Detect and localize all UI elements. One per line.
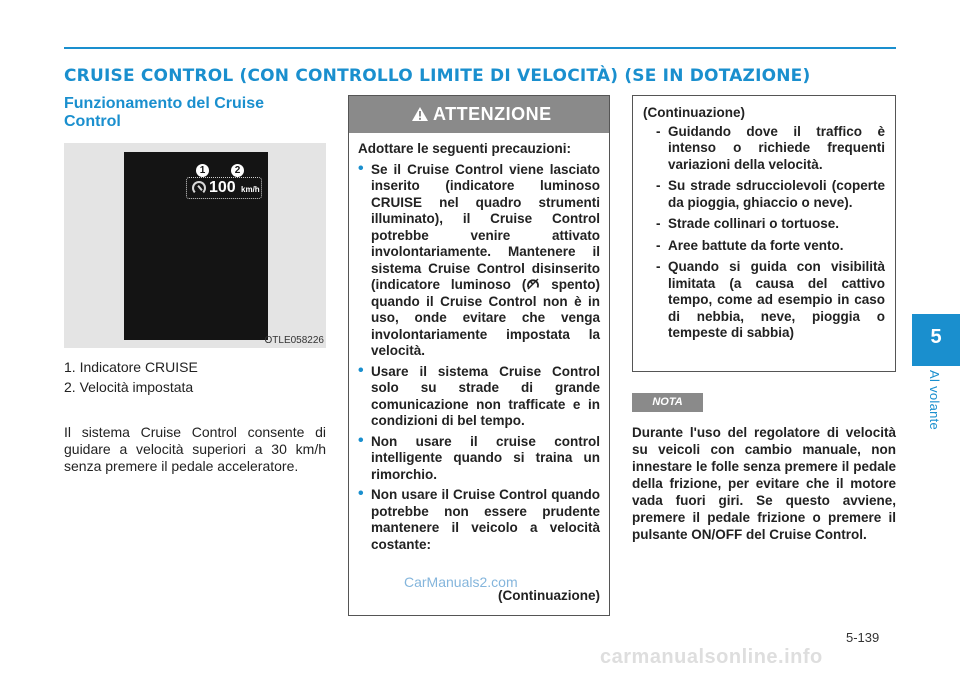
watermark: CarManuals2.com	[404, 574, 518, 590]
marker-1: 1	[196, 164, 209, 177]
figure-legend	[64, 357, 326, 397]
continuation-item-text: Quando si guida con visibilità limitata (a causa del cattivo tempo, come ad esempio in caso di nebbia, neve, pioggia o tempeste di sabbia)	[668, 259, 885, 340]
legend-item: 1. Indicatore CRUISE	[64, 359, 198, 375]
continuation-box	[632, 95, 896, 372]
nota-text: Durante l'uso del regolatore di velocità su veicoli con cambio manuale, non innestare le folle senza premere il pedale della frizione, per evitare che il motore vada fuori giri. Se questo avviene, premere il pedale frizione o premere il pulsante ON/OFF del Cruise Control.	[632, 425, 896, 542]
warning-item-text: Non usare il Cruise Control quando potrebbe non essere prudente mantenere il veicolo a velocità costante:	[371, 487, 600, 552]
page-number: 5-139	[846, 630, 880, 645]
bullet-icon: •	[358, 159, 364, 177]
warning-item-text: Se il Cruise Control viene lasciato inserito (indicatore luminoso CRUISE nel quadro strumenti illuminato), il Cruise Control potrebbe venire attivato involontariamente. Mantenere il sistema Cruise Control disinserito (indicatore luminoso (	[371, 161, 600, 292]
set-speed-unit: km/h	[241, 185, 260, 194]
warning-item-text: spento) quando il Cruise Control non è in uso, onde evitare che venga involontariamente impostata la velocità.	[371, 277, 600, 358]
marker-2: 2	[231, 164, 244, 177]
warning-item	[358, 431, 600, 484]
set-speed-value: 100	[209, 179, 236, 196]
warning-body	[349, 133, 609, 553]
section-heading: Funzionamento del Cruise Control	[64, 95, 265, 130]
continuation-item-text: Aree battute da forte vento.	[668, 237, 844, 253]
warning-intro: Adottare le seguenti precauzioni:	[358, 141, 572, 156]
warning-box	[348, 95, 610, 616]
warning-item-text: Usare il sistema Cruise Control solo su strade di grande comunicazione non trafficate e in condizioni di bel tempo.	[371, 363, 600, 428]
chapter-tab	[912, 314, 960, 366]
set-speed-display	[186, 177, 262, 199]
bullet-icon: •	[358, 361, 364, 379]
top-rule	[64, 47, 896, 49]
bullet-icon: •	[358, 431, 364, 449]
cruise-indicator-icon	[526, 277, 540, 291]
legend-item: 2. Velocità impostata	[64, 379, 194, 395]
continuation-item: - Quando si guida con visibilità limitata (a causa del cattivo tempo, come ad esempio in caso di nebbia, neve, pioggia o tempeste di sabbia)	[656, 259, 885, 340]
continuation-list	[643, 124, 885, 342]
cluster-screen	[124, 152, 268, 340]
figure-code: OTLE058226	[264, 335, 324, 346]
bullet-icon: •	[358, 485, 364, 502]
warning-item	[358, 487, 600, 553]
intro-paragraph: Il sistema Cruise Control consente di guidare a velocità superiori a 30 km/h senza premere il pedale acceleratore.	[64, 424, 326, 474]
cruise-indicator-icon	[192, 181, 206, 195]
continuation-item: - Strade collinari o tortuose.	[656, 216, 840, 231]
continued-label: (Continuazione)	[498, 588, 600, 603]
warning-item	[358, 159, 600, 360]
nota-badge: NOTA	[632, 393, 703, 412]
continuation-item-text: Guidando dove il traffico è intenso o richiede frequenti variazioni della velocità.	[668, 123, 885, 172]
continuation-item: - Su strade sdrucciolevoli (coperte da pioggia, ghiaccio o neve).	[656, 178, 885, 210]
warning-title: ATTENZIONE	[433, 104, 552, 124]
continuation-item: - Aree battute da forte vento.	[656, 237, 844, 253]
continuation-item-text: Su strade sdrucciolevoli (coperte da pioggia, ghiaccio o neve).	[668, 178, 885, 210]
continuation-item: - Guidando dove il traffico è intenso o richiede frequenti variazioni della velocità.	[656, 123, 885, 172]
warning-item	[358, 361, 600, 430]
chapter-label: Al volante	[927, 370, 942, 431]
chapter-number: 5	[930, 326, 942, 348]
warning-item-text: Non usare il cruise control intelligente quando si traina un rimorchio.	[371, 433, 600, 482]
continuation-item-text: Strade collinari o tortuose.	[668, 216, 840, 231]
footer-watermark: carmanualsonline.info	[600, 646, 823, 668]
cluster-figure	[64, 143, 326, 348]
warning-header	[349, 96, 609, 133]
warning-triangle-icon	[411, 106, 429, 122]
page-title: CRUISE CONTROL (CON CONTROLLO LIMITE DI VELOCITÀ) (SE IN DOTAZIONE)	[64, 66, 811, 86]
warning-list	[358, 159, 600, 554]
continuation-heading: (Continuazione)	[643, 105, 745, 120]
